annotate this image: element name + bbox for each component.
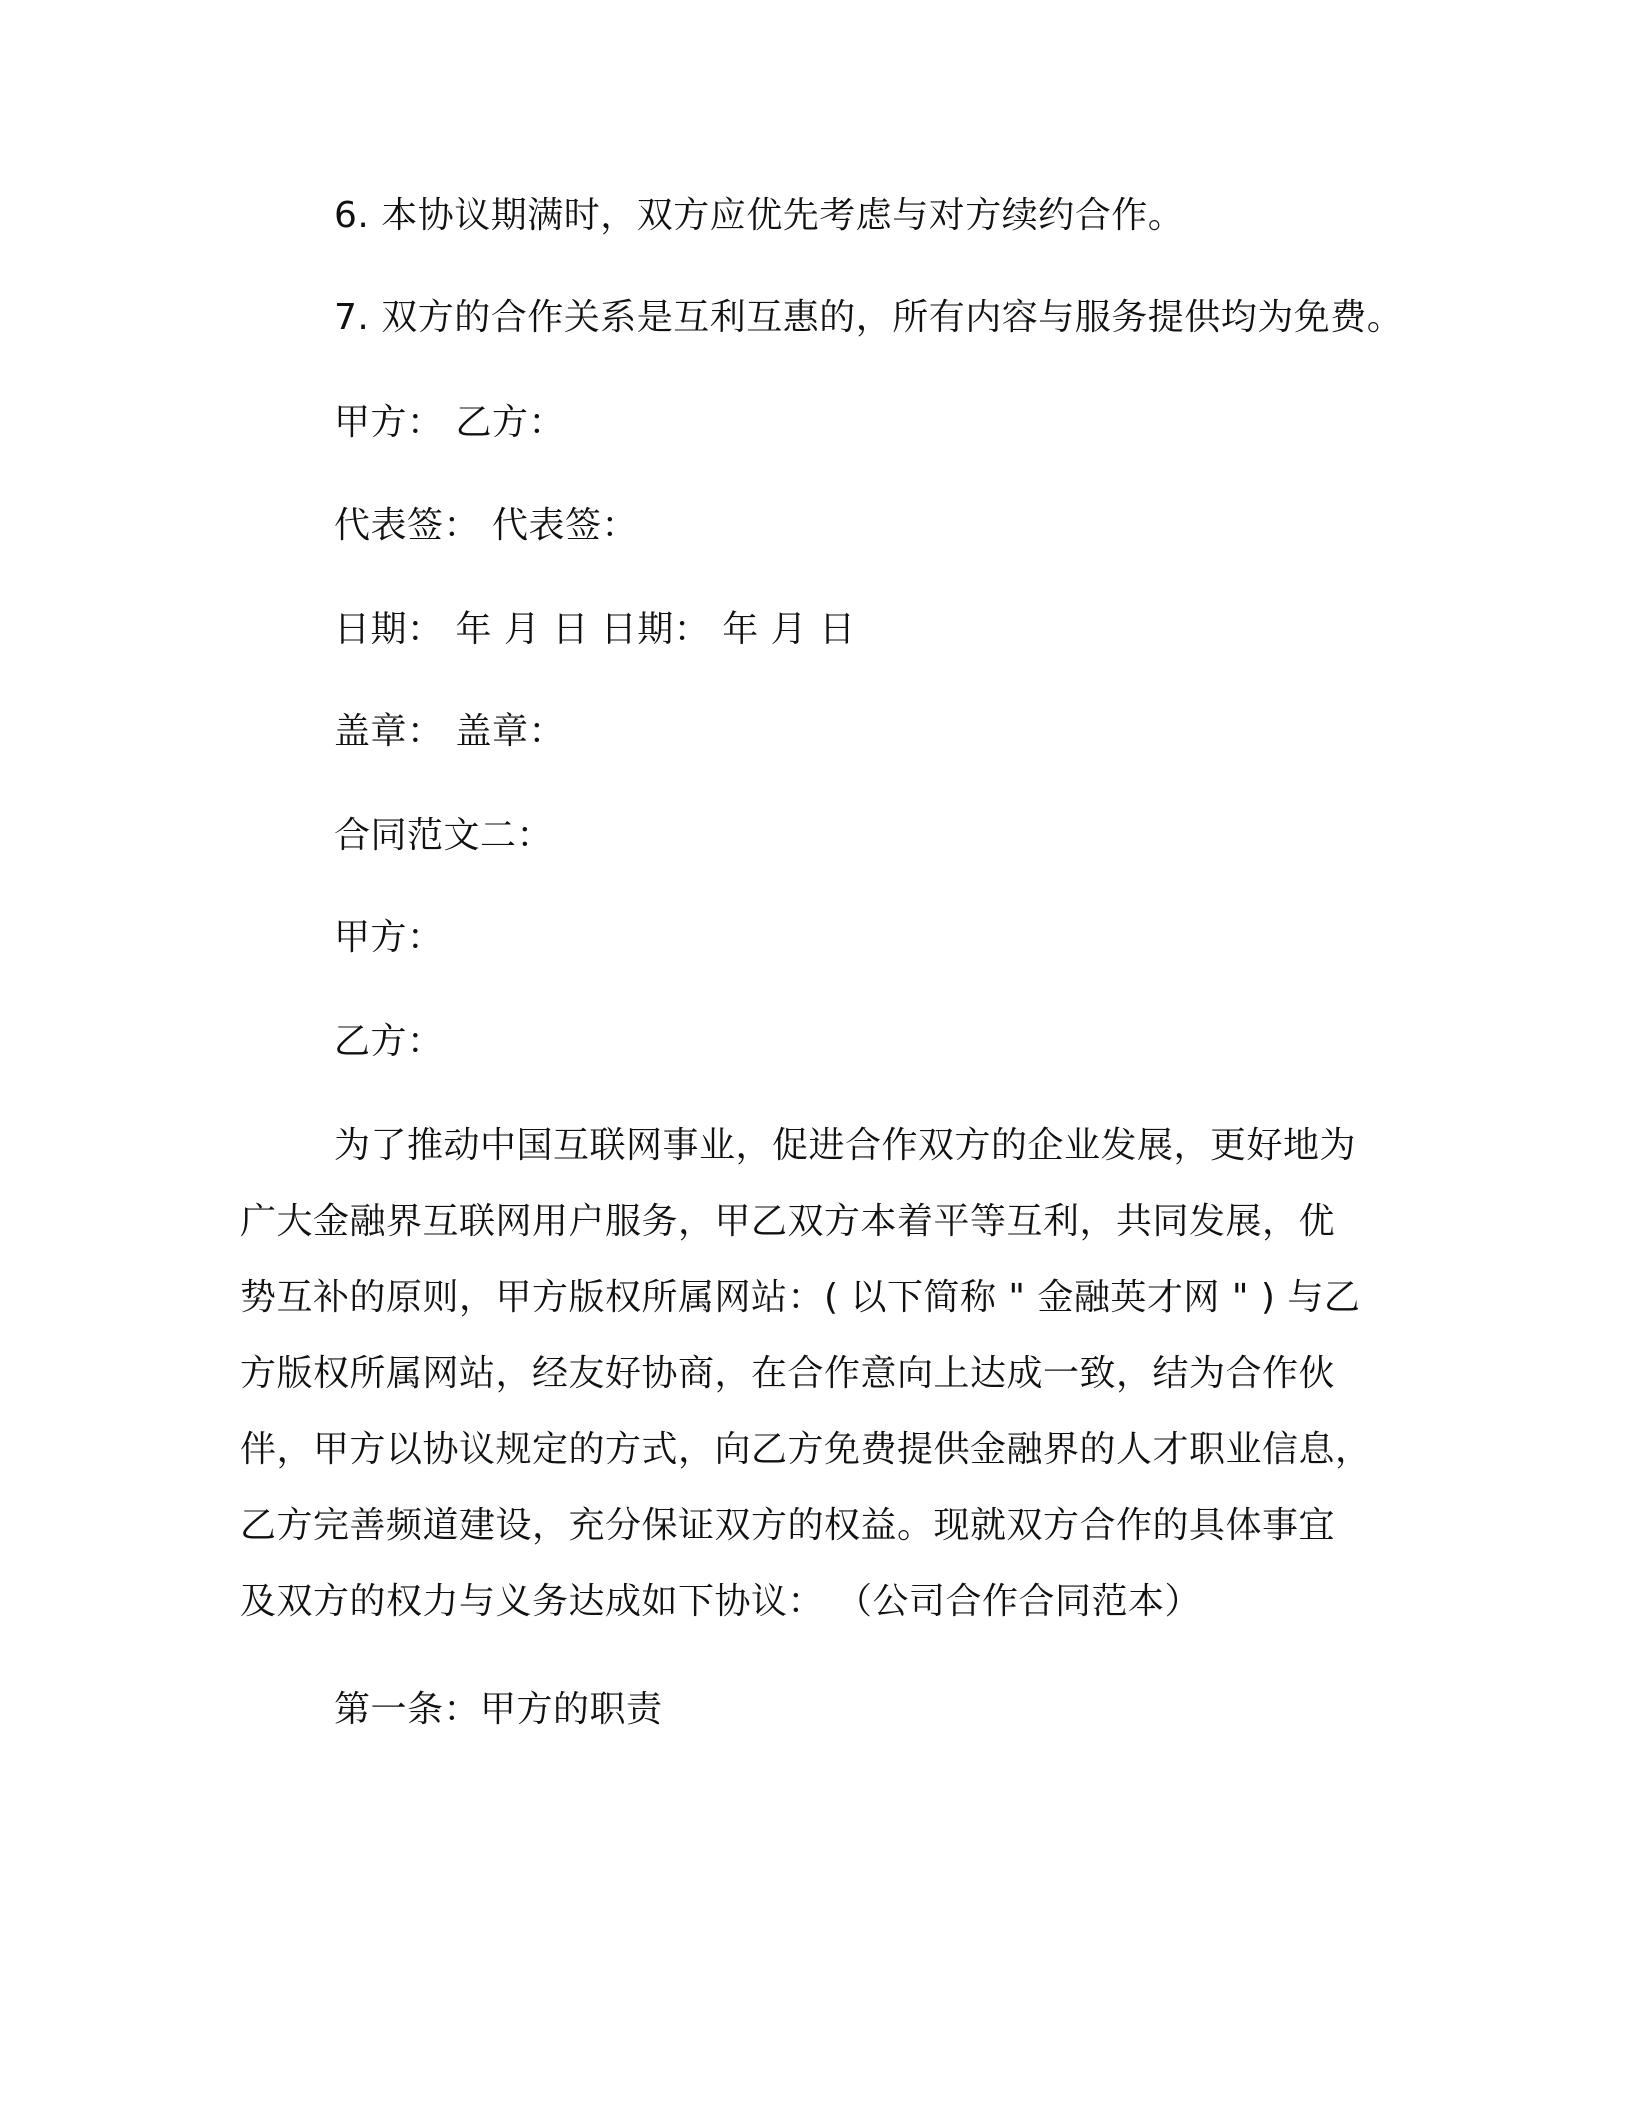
party-labels: 甲方： 乙方： (334, 402, 565, 443)
party-a-label: 甲方： (334, 917, 444, 958)
paragraph-line: 方版权所属网站，经友好协商，在合作意向上达成一致，结为合作伙 (240, 1353, 1336, 1394)
preamble-paragraph (240, 1108, 1420, 1640)
contract-sample-two-title: 合同范文二： (334, 815, 554, 856)
party-b-label: 乙方： (334, 1021, 444, 1062)
date-labels: 日期： 年 月 日 日期： 年 月 日 (334, 609, 856, 650)
paragraph-line: 乙方完善频道建设，充分保证双方的权益。现就双方合作的具体事宜 (240, 1505, 1336, 1546)
paragraph-line: 势互补的原则，甲方版权所属网站：( 以下简称 " 金融英才网 " ) 与乙 (240, 1277, 1361, 1318)
seal-labels: 盖章： 盖章： (334, 711, 565, 752)
clause-6: 6. 本协议期满时，双方应优先考虑与对方续约合作。 (334, 195, 1185, 236)
paragraph-line: 为了推动中国互联网事业，促进合作双方的企业发展，更好地为 (334, 1125, 1357, 1166)
paragraph-line: 伴，甲方以协议规定的方式，向乙方免费提供金融界的人才职业信息， (240, 1429, 1372, 1470)
representative-signature-labels: 代表签： 代表签： (334, 505, 638, 546)
paragraph-line: 广大金融界互联网用户服务，甲乙双方本着平等互利，共同发展，优 (240, 1201, 1336, 1242)
paragraph-line: 及双方的权力与义务达成如下协议： （公司合作合同范本） (240, 1581, 1201, 1622)
section-heading: 第一条：甲方的职责 (334, 1689, 663, 1730)
clause-7: 7. 双方的合作关系是互利互惠的，所有内容与服务提供均为免费。 (334, 297, 1404, 338)
